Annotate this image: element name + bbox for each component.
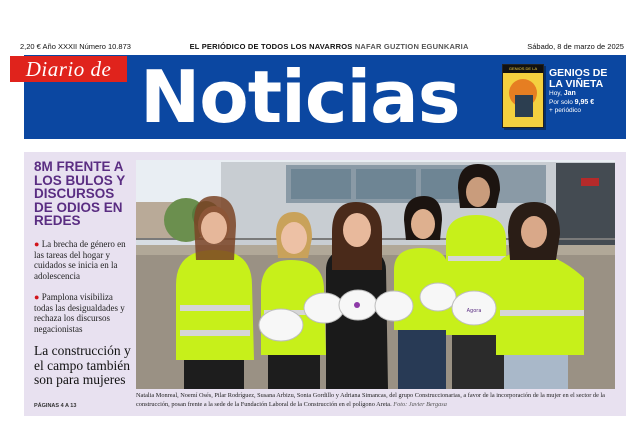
lead-headline[interactable]: 8M FRENTE A LOS BULOS Y DISCURSOS DE ODIOS EN REDES (34, 159, 126, 228)
book-band: GENIOS DE LA VIÑETA (503, 65, 543, 73)
logo-diario-de[interactable]: Diario de (10, 56, 127, 82)
bullet-dot-icon: ● (34, 292, 40, 302)
lead-bullet-1[interactable] (34, 239, 134, 281)
bullet-2-text: Pamplona visibiliza todas las desigualdades y rechaza los discursos negacionistas (34, 292, 125, 334)
top-info-line (20, 40, 624, 52)
page-reference: PÁGINAS 4 A 13 (34, 403, 77, 409)
bullet-dot-icon: ● (34, 239, 40, 249)
tagline-spanish: EL PERIÓDICO DE TODOS LOS NAVARROS (189, 41, 353, 51)
promo-extra: + periódico (549, 107, 581, 114)
bullet-1-text: La brecha de género en las tareas del hogar y cuidados se inicia en la adolescencia (34, 239, 126, 281)
price-issue: 2,20 € Año XXXII Número 10.873 (20, 41, 131, 51)
promo-title-1: GENIOS DE (549, 67, 608, 79)
promo-text[interactable] (549, 68, 625, 116)
lead-bullet-2[interactable] (34, 292, 134, 334)
book-art-figure (515, 95, 533, 117)
promo-book-cover[interactable] (502, 64, 544, 128)
tagline-basque: NAFAR GUZTION EGUNKARIA (354, 41, 469, 51)
lead-photo[interactable] (136, 160, 615, 389)
caption-text: Natalia Monreal, Noemí Osés, Pilar Rodríguez, Susana Arbizu, Sonia Gordillo y Adriana Simancas, del grupo Construccionarias, a favor de la incorporación de la mujer en el sector de la construcción, posan frente a la sede de la Fundación Laboral de la Construcción en el polígono Areta. (136, 392, 605, 408)
photo-caption (136, 392, 616, 409)
issue-date: Sábado, 8 de marzo de 2025 (527, 41, 624, 51)
lead-photo-illustration (136, 160, 615, 389)
helmet-logo-text: Agora (466, 308, 482, 314)
tagline (190, 42, 469, 51)
photo-credit: Foto: Javier Bergasa (393, 400, 447, 408)
promo-today: Hoy, Jan (549, 90, 576, 97)
logo-noticias[interactable]: Noticias (140, 55, 460, 139)
side-headline[interactable]: La construcción y el campo también son para mujeres (34, 343, 131, 387)
promo-price: Por solo 9,95 € (549, 98, 595, 106)
promo-title-2: LA VIÑETA (549, 78, 604, 90)
